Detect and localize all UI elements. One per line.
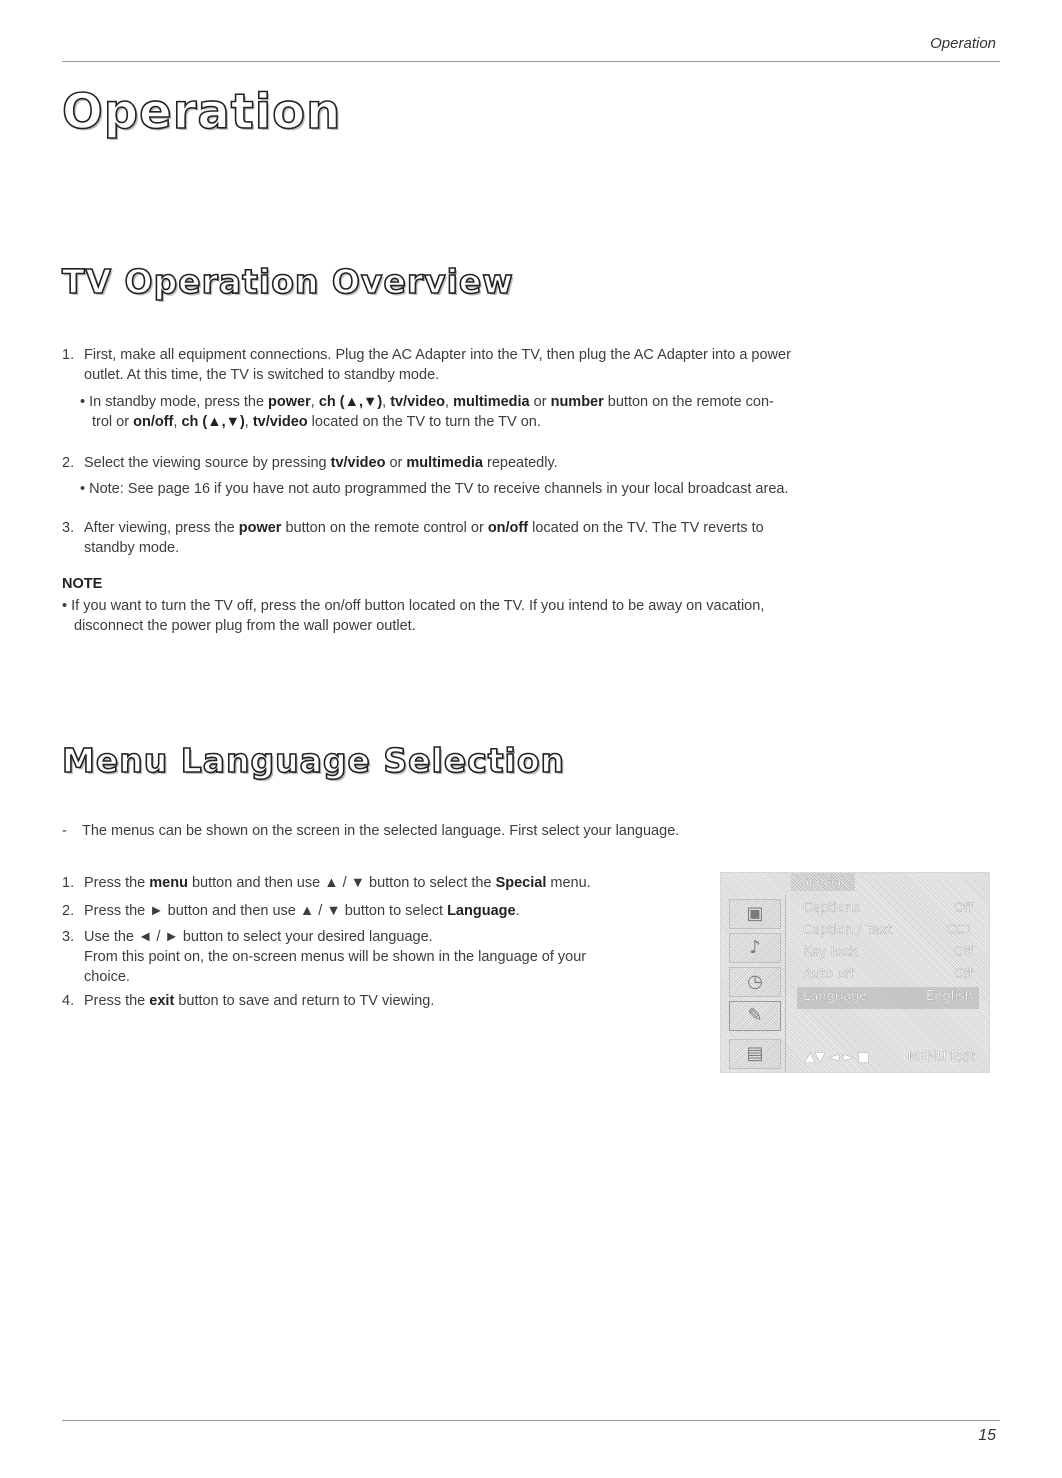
osd-menu-illustration (720, 872, 990, 1073)
step-number: 1. (62, 347, 75, 363)
overview-step-2: 2. Select the viewing source by pressing tv/video or multimedia repeatedly. (62, 455, 558, 471)
tv-icon: ▣ (729, 899, 781, 929)
osd-row-key-lock: Key lock Off (803, 945, 973, 960)
bottom-rule (62, 1420, 1000, 1421)
osd-row-auto-off: Auto off Off (803, 967, 973, 982)
osd-footer (797, 1048, 979, 1068)
overview-step-3: 3. After viewing, press the power button on the remote control or on/off located on the TV. The TV reverts to standby mode. (62, 520, 764, 556)
bold-power: power (268, 394, 311, 410)
osd-nav-hint: ▲▼ ◄ ► ■ (805, 1050, 870, 1065)
overview-bullet-standby: • In standby mode, press the power, ch (▲,▼), tv/video, multimedia or number button on the remote con- trol or on/off, ch (▲,▼), tv/video located on the TV to turn the TV on. (80, 394, 774, 430)
special-icon: ✎ (729, 1001, 781, 1031)
overview-step-1 (62, 345, 962, 385)
osd-row-captions: Captions Off (803, 901, 973, 916)
language-step-2: 2. Press the ► button and then use ▲ / ▼ button to select Language. (62, 903, 520, 919)
language-step-3: 3. Use the ◄ / ► button to select your desired language. From this point on, the on-screen menus will be shown in the language of your choice. (62, 929, 587, 985)
section-title-language: Menu Language Selection (62, 741, 566, 780)
page-number: 15 (978, 1427, 996, 1444)
language-intro: - The menus can be shown on the screen in the selected language. First select your language. (62, 823, 680, 839)
osd-row-caption-text: Caption / Text CC1 (803, 923, 973, 938)
bold-onoff: on/off (133, 414, 174, 430)
running-header: Operation (930, 35, 996, 52)
bold-tvvideo: tv/video (390, 394, 446, 410)
osd-exit-hint: MENU Exit (907, 1050, 975, 1065)
language-steps (62, 873, 682, 1011)
step-text-cont: outlet. At this time, the TV is switched to standby mode. (84, 367, 440, 383)
step-text: First, make all equipment connections. Plug the AC Adapter into the TV, then plug the AC Adapter into a power (84, 347, 791, 363)
osd-icon-column (723, 895, 786, 1071)
section-title-overview: TV Operation Overview (62, 262, 514, 301)
bold-tvvideo2: tv/video (252, 414, 308, 430)
note-title: NOTE (62, 576, 103, 592)
ch-icon: ▤ (729, 1039, 781, 1069)
chapter-title: Operation (62, 84, 342, 140)
bold-multimedia: multimedia (453, 394, 530, 410)
top-rule (62, 61, 1000, 62)
bold-ch: ch (▲,▼) (318, 394, 383, 410)
bold-ch2: ch (▲,▼) (181, 414, 245, 430)
bold-number: number (550, 394, 604, 410)
clock-icon: ◷ (729, 967, 781, 997)
audio-icon: ♪ (729, 933, 781, 963)
language-step-4: 4. Press the exit button to save and return to TV viewing. (62, 993, 435, 1009)
osd-row-language: Language English (797, 987, 979, 1009)
language-step-1: 1. Press the menu button and then use ▲ / ▼ button to select the Special menu. (62, 875, 591, 891)
overview-bullet-note: • Note: See page 16 if you have not auto programmed the TV to receive channels in your local broadcast area. (80, 481, 789, 497)
note-body: • If you want to turn the TV off, press the on/off button located on the TV. If you intend to be away on vacation, disconnect the power plug from the wall power outlet. (62, 598, 765, 634)
osd-tab-title: Special (791, 873, 855, 891)
